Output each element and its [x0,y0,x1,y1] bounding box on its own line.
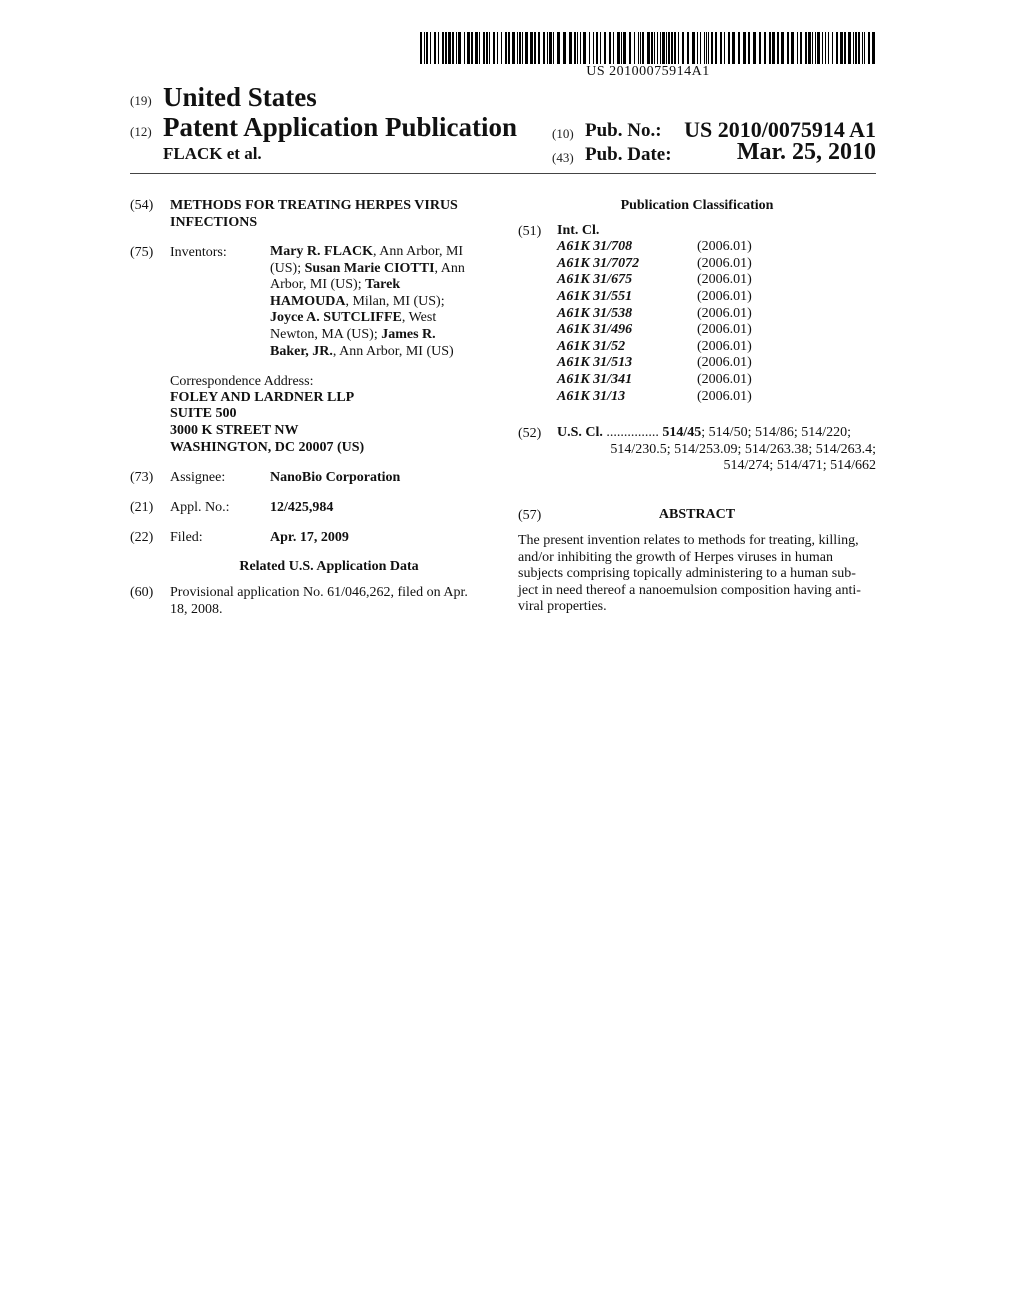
us-cl-line-3: 514/274; 514/471; 514/662 [723,458,876,473]
ipc-code: A61K 31/496 [557,322,633,337]
inventor-name: Joyce A. SUTCLIFFE [270,310,402,326]
correspondence-line-3: 3000 K STREET NW [170,423,299,438]
code-21: (21) [130,500,154,515]
pub-no: US 2010/0075914 A1 [684,117,876,142]
related-data-heading: Related U.S. Application Data [239,559,419,574]
inventors-line [270,294,485,311]
abstract-line: The present invention relates to methods for treating, killing, [518,533,859,548]
ipc-code: A61K 31/538 [557,306,633,321]
inventor-location: (US); [270,260,305,276]
inventors-line [270,277,485,294]
code-75: (75) [130,245,154,260]
ipc-version: (2006.01) [697,355,752,370]
ipc-version: (2006.01) [697,272,752,287]
inventor-location: , Ann Arbor, MI [373,244,464,259]
inventor-name: James R. [381,326,436,342]
classification-heading: Publication Classification [620,198,774,213]
ipc-version: (2006.01) [697,339,752,354]
inventor-short: FLACK et al. [163,144,262,163]
code-73: (73) [130,470,154,485]
inventors-line [270,327,485,344]
inventor-name: Susan Marie CIOTTI [304,260,435,276]
inventor-location: , West [401,310,437,326]
inventors-line [270,344,485,361]
us-cl-line-1 [557,425,851,441]
filed-label: Filed: [170,530,203,545]
header-divider [130,173,876,174]
code-52: (52) [518,426,542,441]
ipc-version: (2006.01) [697,306,752,321]
ipc-code: A61K 31/513 [557,355,633,370]
country: United States [163,82,317,112]
code-43: (43) [552,150,574,165]
inventor-name: Tarek [365,277,401,293]
barcode [420,32,876,64]
title-line-2: INFECTIONS [170,215,258,230]
code-54: (54) [130,198,154,213]
ipc-version: (2006.01) [697,322,752,337]
code-10: (10) [552,126,574,141]
correspondence-label: Correspondence Address: [170,374,314,389]
correspondence-line-1: FOLEY AND LARDNER LLP [170,390,355,405]
ipc-version: (2006.01) [697,372,752,387]
appl-no-label: Appl. No.: [170,500,230,515]
inventor-location: , Ann Arbor, MI (US) [332,343,454,359]
pub-date-label: Pub. Date: [585,144,672,165]
inventors-line [270,261,485,278]
appl-no-value: 12/425,984 [270,500,334,515]
filed-value: Apr. 17, 2009 [270,530,349,545]
code-57: (57) [518,508,542,523]
us-cl-line-2: 514/230.5; 514/253.09; 514/263.38; 514/263.4; [610,442,876,457]
abstract-line: viral properties. [518,599,607,615]
inventor-location: , Ann [434,260,465,276]
inventor-name: HAMOUDA [270,293,346,309]
ipc-code: A61K 31/675 [557,272,633,287]
abstract-line: ject in need thereof a nanoemulsion composition having anti- [518,582,861,598]
correspondence-line-4: WASHINGTON, DC 20007 (US) [170,440,365,455]
assignee-value: NanoBio Corporation [270,470,401,485]
code-12: (12) [130,124,152,139]
code-51: (51) [518,224,542,239]
ipc-code: A61K 31/551 [557,289,633,304]
us-cl-dots: ............... [606,425,659,440]
inventors-label: Inventors: [170,245,227,260]
inventor-location: Arbor, MI (US); [270,277,366,293]
code-19: (19) [130,93,152,108]
ipc-code: A61K 31/13 [557,389,626,404]
pub-date: Mar. 25, 2010 [736,139,876,165]
ipc-code: A61K 31/7072 [557,256,640,271]
inventor-name: Mary R. FLACK [270,244,374,259]
inventors-line [270,244,485,261]
title-line-1: METHODS FOR TREATING HERPES VIRUS [170,198,458,213]
inventor-location: Newton, MA (US); [270,326,382,342]
us-cl-rest: ; 514/50; 514/86; 514/220; [701,425,852,440]
inventors-list [270,244,485,360]
ipc-code: A61K 31/52 [557,339,626,354]
abstract-heading: ABSTRACT [658,507,736,522]
inventors-line [270,310,485,327]
barcode-number: US 20100075914A1 [586,64,710,79]
us-cl-main: 514/45 [662,425,702,440]
code-60: (60) [130,585,154,600]
ipc-version: (2006.01) [697,289,752,304]
ipc-version: (2006.01) [697,239,752,254]
provisional-line-2: 18, 2008. [170,602,223,617]
abstract-line: and/or inhibiting the growth of Herpes viruses in human [518,549,833,565]
pub-no-label: Pub. No.: [585,120,662,141]
ipc-version: (2006.01) [697,256,752,271]
provisional-line-1: Provisional application No. 61/046,262, filed on Apr. [170,585,468,600]
code-22: (22) [130,530,154,545]
ipc-code: A61K 31/708 [557,239,633,254]
inventor-name: Baker, JR. [270,343,333,359]
us-cl-label: U.S. Cl. [557,425,603,440]
abstract-line: subjects comprising topically administering to a human sub- [518,566,856,582]
ipc-version: (2006.01) [697,389,752,404]
inventor-location: , Milan, MI (US); [345,293,445,309]
correspondence-line-2: SUITE 500 [170,406,237,421]
abstract-text [518,533,876,616]
assignee-label: Assignee: [170,470,226,485]
publication-type: Patent Application Publication [163,112,518,142]
ipc-code: A61K 31/341 [557,372,633,387]
int-cl-label: Int. Cl. [557,223,600,238]
